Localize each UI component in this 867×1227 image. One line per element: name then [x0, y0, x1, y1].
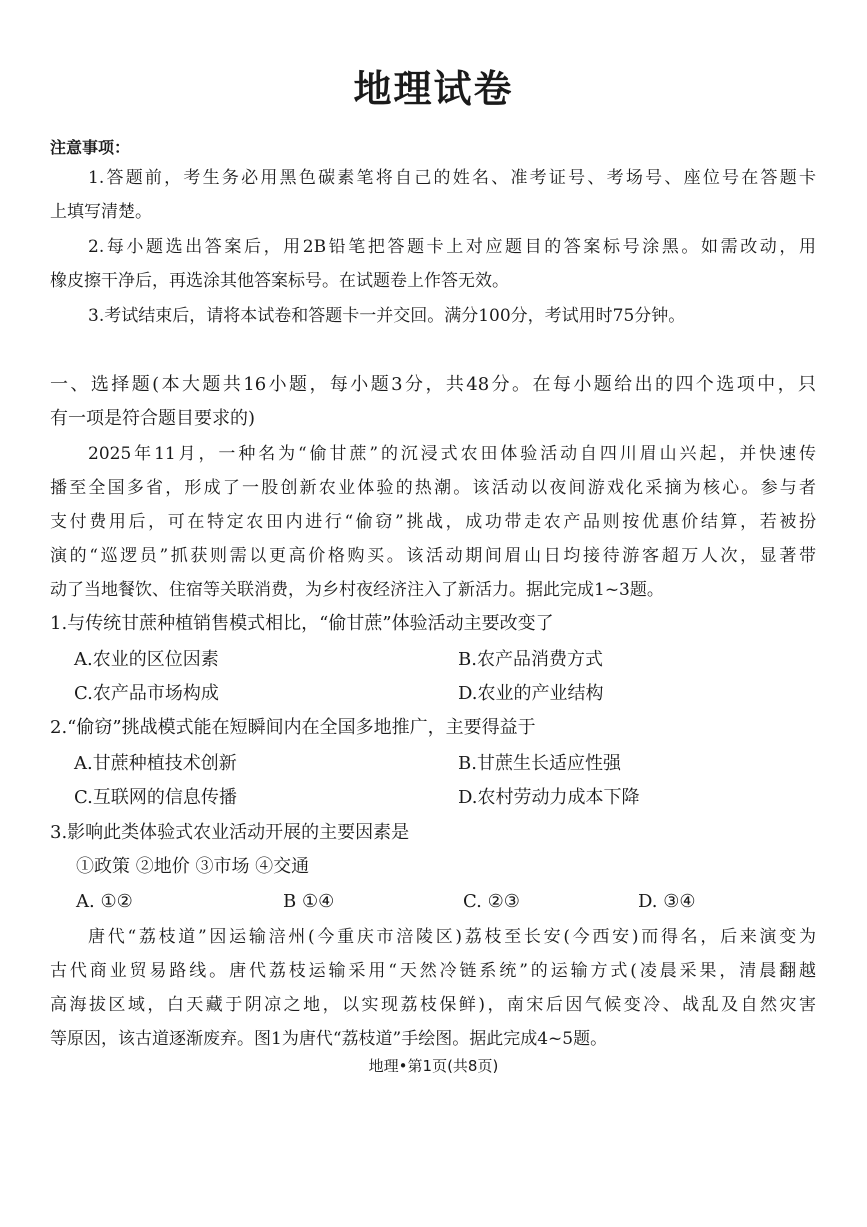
- question-3-option-d: D. ③④: [638, 891, 696, 912]
- question-3-items: ①政策 ②地价 ③市场 ④交通: [76, 856, 310, 877]
- passage-1-line-2: 播至全国多省，形成了一股创新农业体验的热潮。该活动以夜间游戏化采摘为核心。参与者: [50, 478, 816, 498]
- passage-2-line-4: 等原因，该古道逐渐废弃。图1为唐代“荔枝道”手绘图。据此完成4~5题。: [50, 1029, 608, 1049]
- page-footer: 地理•第1页(共8页): [368, 1057, 499, 1075]
- question-2-stem: 2.“偷窃”挑战模式能在短瞬间内在全国多地推广，主要得益于: [50, 717, 536, 738]
- question-1-option-c: C.农产品市场构成: [74, 683, 219, 704]
- notice-item-1-line-1: 1.答题前，考生务必用黑色碳素笔将自己的姓名、准考证号、考场号、座位号在答题卡: [88, 168, 816, 188]
- passage-2-line-1: 唐代“荔枝道”因运输涪州(今重庆市涪陵区)荔枝至长安(今西安)而得名，后来演变为: [88, 927, 816, 947]
- notice-heading: 注意事项：: [50, 138, 131, 157]
- question-3-option-b: B ①④: [283, 891, 335, 912]
- section-heading-line-1: 一、选择题(本大题共16小题，每小题3分，共48分。在每小题给出的四个选项中，只: [50, 374, 816, 395]
- question-1-option-a: A.农业的区位因素: [74, 649, 219, 670]
- question-3-option-c: C. ②③: [463, 891, 520, 912]
- question-3-stem: 3.影响此类体验式农业活动开展的主要因素是: [50, 822, 410, 843]
- question-2-option-a: A.甘蔗种植技术创新: [74, 753, 237, 774]
- section-heading-line-2: 有一项是符合题目要求的): [50, 408, 256, 429]
- question-2-option-c: C.互联网的信息传播: [74, 787, 237, 808]
- question-1-stem: 1.与传统甘蔗种植销售模式相比，“偷甘蔗”体验活动主要改变了: [50, 613, 554, 634]
- notice-item-3: 3.考试结束后，请将本试卷和答题卡一并交回。满分100分，考试用时75分钟。: [88, 306, 686, 326]
- page-title: 地理试卷: [353, 67, 514, 111]
- notice-item-2-line-2: 橡皮擦干净后，再选涂其他答案标号。在试题卷上作答无效。: [50, 271, 509, 291]
- passage-2-line-2: 古代商业贸易路线。唐代荔枝运输采用“天然冷链系统”的运输方式(凌晨采果，清晨翻越: [50, 961, 816, 981]
- notice-item-1-line-2: 上填写清楚。: [50, 202, 152, 222]
- question-1-option-d: D.农业的产业结构: [458, 683, 604, 704]
- passage-1-line-1: 2025年11月，一种名为“偷甘蔗”的沉浸式农田体验活动自四川眉山兴起，并快速传: [88, 444, 816, 464]
- notice-item-2-line-1: 2.每小题选出答案后，用2B铅笔把答题卡上对应题目的答案标号涂黑。如需改动，用: [88, 237, 816, 257]
- question-3-option-a: A. ①②: [76, 891, 133, 912]
- passage-1-line-4: 演的“巡逻员”抓获则需以更高价格购买。该活动期间眉山日均接待游客超万人次，显著带: [50, 546, 816, 566]
- passage-1-line-3: 支付费用后，可在特定农田内进行“偷窃”挑战，成功带走农产品则按优惠价结算，若被扮: [50, 512, 816, 532]
- question-1-option-b: B.农产品消费方式: [458, 649, 603, 670]
- question-2-option-b: B.甘蔗生长适应性强: [458, 753, 621, 774]
- question-2-option-d: D.农村劳动力成本下降: [458, 787, 640, 808]
- passage-1-line-5: 动了当地餐饮、住宿等关联消费，为乡村夜经济注入了新活力。据此完成1~3题。: [50, 580, 664, 600]
- passage-2-line-3: 高海拔区域，白天藏于阴凉之地，以实现荔枝保鲜)，南宋后因气候变冷、战乱及自然灾害: [50, 995, 816, 1015]
